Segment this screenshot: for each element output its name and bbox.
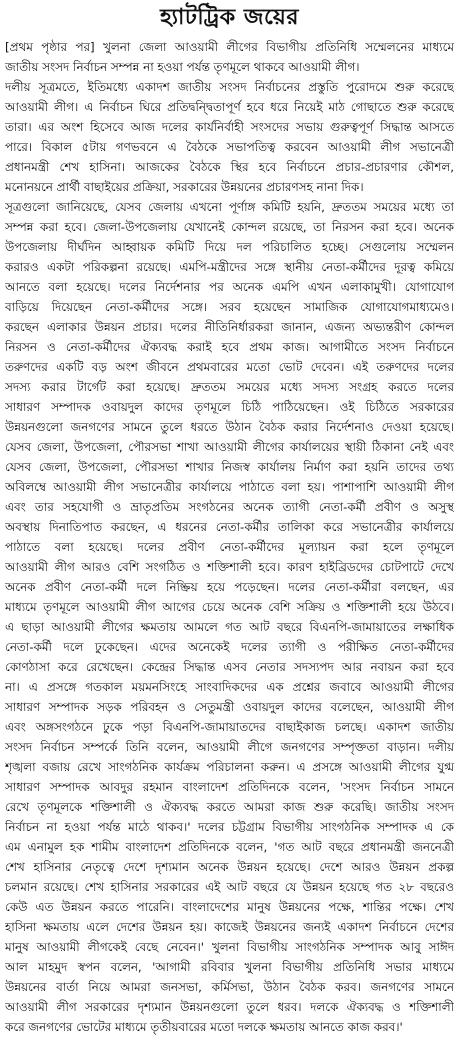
article-line: বাড়িয়ে দিয়েছেন নেতা-কর্মীদের সঙ্গে। সরব হয়েছেন সামাজিক যোগাযোগমাধ্যমেও। [5, 300, 454, 314]
article-line: সাধারণ সম্পাদক ওবায়দুল কাদের তৃণমূলে চিঠি পাঠিয়েছেন। ওই চিঠিতে সরকারের [5, 400, 454, 414]
article-body [5, 37, 454, 1037]
article-line: অনেক প্রবীণ নেতা-কর্মী দলে নিষ্ক্রিয় হয়ে পড়েছেন। দলের নেতা-কর্মীরা বলছেন, এর [5, 580, 454, 594]
article-line: হাসিনা ক্ষমতায় এলে দেশের উন্নয়ন হয়। কাজেই উন্নয়নের জন্যই একাদশ নির্বাচনে দেশের [5, 920, 454, 934]
article-line: [প্রথম পৃষ্ঠার পর] খুলনা জেলা আওয়ামী লীগের বিভাগীয় প্রতিনিধি সম্মেলনের মাধ্যমে [5, 40, 454, 54]
article-line: উন্নয়নের বার্তা নিয়ে আমরা জনসভা, কর্মিসভা, উঠান বৈঠক করব। জনগণের সামনে [5, 980, 454, 994]
article-line: কোণঠাসা করে রেখেছেন। কেন্দ্রের সিদ্ধান্ত এসব নেতার সদস্যপদ আর নবায়ন করা হবে [5, 660, 454, 674]
article-line: যেসব জেলা, উপজেলা, পৌরসভা শাখা আওয়ামী লীগের কার্যালয়ের স্থায়ী ঠিকানা নেই এবং [5, 440, 454, 454]
article-line: আল মাহমুদ স্বপন বলেন, 'আগামী রবিবার খুলনা বিভাগীয় প্রতিনিধি সভার মাধ্যমে [5, 960, 454, 974]
article-line: আওয়ামী লীগ সরকারের দৃশ্যমান উন্নয়নগুলো তুলে ধরব। দলকে ঐক্যবদ্ধ ও শক্তিশালী [5, 1000, 454, 1014]
article-line: সাধারণ সম্পাদক সড়ক পরিবহন ও সেতুমন্ত্রী ওবায়দুল কাদের বলেছেন, আওয়ামী লীগ [5, 700, 454, 714]
article-line: করারও একটা পরিকল্পনা রয়েছে। এমপি-মন্ত্রীদের সঙ্গে স্থানীয় নেতা-কর্মীদের দূরত্ব কমিয়ে [5, 260, 454, 274]
article-line: অবস্থায় দিনাতিপাত করছেন, এ ধরনের নেতা-কর্মীর তালিকা করে সভানেত্রীর কার্যালয়ে [5, 520, 454, 534]
article-line: মনোনয়নে প্রার্থী বাছাইয়ের প্রক্রিয়া, সরকারের উন্নয়নের প্রচারণসহ নানা দিক। [5, 180, 364, 194]
article-line: সম্পন্ন করা হবে। জেলা-উপজেলায় যেখানেই কোন্দল রয়েছে, তা নিরসন করা হবে। অনেক [5, 220, 454, 234]
article-line: সংসদ নির্বাচন সম্পর্কে তিনি বলেন, আওয়ামী লীগে জনগণের সম্পৃক্ততা বাড়ান। দলীয় [5, 740, 454, 754]
article-line: নেতা-কর্মী দলে ঢুকেছেন। এদের অনেকেই দলের ত্যাগী ও পরীক্ষিত নেতা-কর্মীদের [5, 640, 454, 654]
article-line: এম এনামুল হক শামীম বাংলাদেশ প্রতিদিনকে বলেন, 'গত আট বছরে প্রধানমন্ত্রী জননেত্রী [5, 840, 454, 854]
article-line: সূত্রগুলো জানিয়েছে, যেসব জেলায় এখনো পূর্ণাঙ্গ কমিটি হয়নি, দ্রুততম সময়ের মধ্যে তা [5, 200, 454, 214]
article-line: রেখে তৃণমূলকে শক্তিশালী ও ঐক্যবদ্ধ করতে আমরা কাজ শুরু করেছি। জাতীয় সংসদ [5, 800, 454, 814]
article-line: মানুষ আওয়ামী লীগকেই বেছে নেবেন।' খুলনা বিভাগীয় সাংগঠনিক সম্পাদক আবু সাঈদ [5, 940, 454, 954]
article-line: উন্নয়নগুলো জনগণের সামনে তুলে ধরতে উঠান বৈঠক করার নির্দেশনাও দেওয়া হয়েছে। [5, 420, 454, 434]
article-line: আওয়ামী লীগ। এ নির্বাচন ঘিরে প্রতিদ্বন্দ্বিতাপূর্ণ হবে ধরে নিয়েই মাঠ গোছাতে শুরু করেছে [5, 100, 454, 114]
article-line: আওয়ামী লীগ আরও বেশি সংগঠিত ও শক্তিশালী হবে। কারণ হাইব্রিডদের চোটপাটে দেখে [5, 560, 454, 574]
article-line: না। এ প্রসঙ্গে গতকাল ময়মনসিংহে সাংবাদিকদের এক প্রশ্নের জবাবে আওয়ামী লীগের [5, 680, 454, 694]
article-line: মাধ্যমে তৃণমূলে আওয়ামী লীগ আগের চেয়ে অনেক বেশি সক্রিয় ও শক্তিশালী হয়ে উঠবে। [5, 600, 454, 614]
article-line: এ ছাড়া আওয়ামী লীগের ক্ষমতায় আমলে গত আট বছরে বিএনপি-জামায়াতের লক্ষাধিক [5, 620, 454, 634]
article-line: নির্বাচন না হওয়া পর্যন্ত মাঠে থাকব।' দলের চট্টগ্রাম বিভাগীয় সাংগঠনিক সম্পাদক এ কে [5, 820, 454, 834]
article-line: সাধারণ সম্পাদক আবদুর রহমান বাংলাদেশ প্রতিদিনকে বলেন, 'সংসদ নির্বাচন সামনে [5, 780, 454, 794]
article-line: জাতীয় সংসদ নির্বাচন সম্পন্ন না হওয়া পর্যন্ত তৃণমূলে থাকবে আওয়ামী লীগ। [5, 60, 360, 74]
article-line: করছেন এলাকার উন্নয়ন প্রচার। দলের নীতিনির্ধারকরা জানান, এজন্য অভ্যন্তরীণ কোন্দল [5, 320, 454, 334]
article-line: শেখ হাসিনার নেতৃত্বে দেশে দৃশ্যমান অনেক উন্নয়ন হয়েছে। দেশে আরও উন্নয়ন প্রকল্প [5, 860, 454, 874]
article-line: কেউ এত উন্নয়ন করতে পারেনি। বাংলাদেশের মানুষ উন্নয়নের পক্ষে, শান্তির পক্ষে। শেখ [5, 900, 454, 914]
article-line: শৃঙ্খলা বজায় রেখে সাংগঠনিক কার্যক্রম পরিচালনা করুন। এ প্রসঙ্গে আওয়ামী লীগের যুগ্ম [5, 760, 454, 774]
article-line: তরুণদের একটি বড় অংশ জীবনে প্রথমবারের মতো ভোট দেবেন। এই তরুণদের দলের [5, 360, 454, 374]
article-line: পাঠাতে বলা হয়েছে। দলের প্রবীণ নেতা-কর্মীদের মূল্যায়ন করা হলে তৃণমূলে [5, 540, 454, 554]
article-line: আনতে বলা হয়েছে। দলের নির্দেশনার পর অনেক এমপি এখন এলাকামুখী। যোগাযোগ [5, 280, 454, 294]
article-line: এবং অঙ্গসংগঠনে ঢুকে পড়া বিএনপি-জামায়াতদের বাছাইকাজ চলছে। একাদশ জাতীয় [5, 720, 454, 734]
article-line: তারা। এর অংশ হিসেবে আজ দলের কার্যনির্বাহী সংসদের সভায় গুরুত্বপূর্ণ সিদ্ধান্ত আসতে [5, 120, 454, 134]
article-headline: হ্যাটট্রিক জয়ের [160, 4, 299, 30]
article-line: উপজেলায় দীর্ঘদিন আহ্বায়ক কমিটি দিয়ে দল পরিচালিত হচ্ছে। সেগুলোয় সম্মেলন [5, 240, 454, 254]
article-line: প্রধানমন্ত্রী শেখ হাসিনা। আজকের বৈঠকে স্থির হবে নির্বাচনে প্রচার-প্রচারণার কৌশল, [5, 160, 454, 174]
article-line: নিরসন ও নেতা-কর্মীদের ঐক্যবদ্ধ করাই হবে প্রথম কাজ। আগামীতে সংসদ নির্বাচনে [5, 340, 454, 354]
article-line: করে জনগণের ভোটের মাধ্যমে তৃতীয়বারের মতো দলকে ক্ষমতায় আনতে কাজ করব।' [5, 1020, 403, 1034]
article-line: চলমান রয়েছে। শেখ হাসিনার সরকারের এই আট বছরে যে উন্নয়ন হয়েছে গত ২৮ বছরেও [5, 880, 454, 894]
article-line: পারে। বিকাল ৫টায় গণভবনে এ বৈঠকে সভাপতিত্ব করবেন আওয়ামী লীগ সভানেত্রী [5, 140, 454, 154]
article-line: অবিলম্বে আওয়ামী লীগ সভানেত্রীর কার্যালয়ে পাঠাতে বলা হয়। পাশাপাশি আওয়ামী লীগ [5, 480, 454, 494]
article-line: এবং তার সহযোগী ও ভ্রাতৃপ্রতিম সংগঠনের অনেক ত্যাগী নেতা-কর্মী প্রবীণ ও অসুস্থ [5, 500, 454, 514]
article-line: দলীয় সূত্রমতে, ইতিমধ্যে একাদশ জাতীয় সংসদ নির্বাচনের প্রস্তুতি পুরোদমে শুরু করেছে [5, 80, 454, 94]
article-line: সদস্য করার টার্গেট করা হয়েছে। দ্রুততম সময়ের মধ্যে সদস্য সংগ্রহ করতে দলের [5, 380, 454, 394]
article-line: যেসব জেলা, উপজেলা, পৌরসভা শাখার নিজস্ব কার্যালয় নির্মাণ করা হয়নি তাদের তথ্য [5, 460, 454, 474]
